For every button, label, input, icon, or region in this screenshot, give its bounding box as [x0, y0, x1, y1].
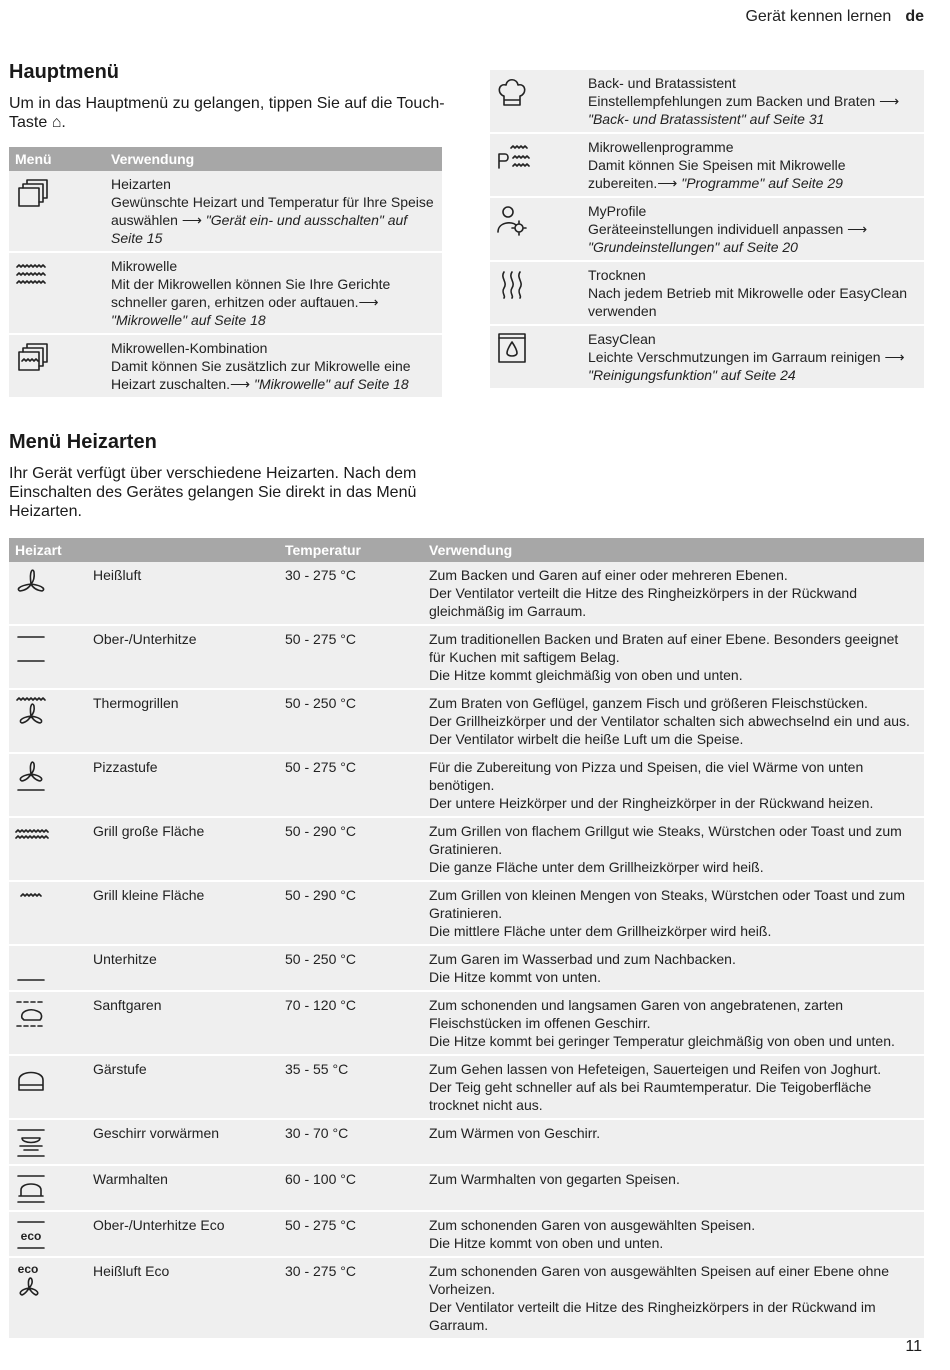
table-row [9, 1119, 924, 1165]
heating-type-name: Sanftgaren [87, 991, 279, 1055]
main-menu-table-right [490, 70, 924, 390]
usage-text: Zum Braten von Geflügel, ganzem Fisch und größeren Fleischstücken. [429, 695, 868, 711]
usage-text: Der Grillheizkörper und der Ventilator schalten sich abwechselnd ein und aus. Der Ventilator wirbelt die heiße Luft um die Speise. [429, 713, 910, 747]
microwave-combination-icon [13, 339, 49, 375]
usage-text: Zum Warmhalten von gegarten Speisen. [429, 1171, 680, 1187]
profile-gear-icon [494, 202, 530, 238]
bottom-heat-icon [13, 950, 49, 986]
usage-text: Zum traditionellen Backen und Braten auf einer Ebene. Besonders geeignet für Kuchen mit saftigem Belag. [429, 631, 899, 665]
menu-item-text: Damit können Sie zusätzlich zur Mikrowelle eine Heizart zuschalten.⟶ [111, 358, 411, 392]
col-menu: Menü [9, 147, 105, 171]
section-title: Gerät kennen lernen [745, 8, 892, 25]
menu-item-name: Mikrowelle [111, 258, 178, 274]
usage-text: Zum Garen im Wasserbad und zum Nachbacken. [429, 951, 736, 967]
heating-type-name: Geschirr vorwärmen [87, 1119, 279, 1165]
table-row [9, 625, 924, 689]
menu-row [490, 261, 924, 325]
col-use: Verwendung [105, 147, 442, 171]
table-row [9, 689, 924, 753]
page-reference: "Programme" auf Seite 29 [681, 175, 843, 191]
menu-item-text: Geräteeinstellungen individuell anpassen ⟶ [588, 221, 868, 237]
usage-text: Zum Gehen lassen von Hefeteigen, Sauerteigen und Reifen von Joghurt. [429, 1061, 882, 1077]
keep-warm-icon [13, 1170, 49, 1206]
fan-icon [13, 566, 49, 602]
grill-small-icon [13, 886, 49, 922]
menu-row [490, 325, 924, 389]
water-drop-icon [494, 330, 530, 366]
plate-warming-icon [13, 1124, 49, 1160]
menu-row [9, 252, 442, 334]
page-header [745, 8, 924, 26]
top-bottom-heat-eco-icon [13, 1216, 49, 1252]
language-code: de [905, 8, 924, 25]
menu-item-text: Einstellempfehlungen zum Backen und Braten ⟶ [588, 93, 900, 109]
heating-type-name: Pizzastufe [87, 753, 279, 817]
hauptmenue-intro: Um in das Hauptmenü zu gelangen, tippen Sie auf die Touch-Taste ⌂. [9, 95, 445, 131]
menu-item-name: Mikrowellen-Kombination [111, 340, 268, 356]
usage-text: Die Hitze kommt bei geringer Temperatur gleichmäßig von oben und unten. [429, 1033, 895, 1049]
table-row [9, 1257, 924, 1339]
dough-proving-icon [13, 1060, 49, 1096]
table-row [9, 1211, 924, 1257]
table-row [9, 881, 924, 945]
menu-item-text: Gewünschte Heizart und Temperatur für Ihre Speise auswählen ⟶ [111, 194, 434, 228]
slow-cook-icon [13, 996, 49, 1032]
chef-hat-icon [494, 74, 530, 110]
temperature-range: 50 - 275 °C [279, 753, 423, 817]
top-bottom-heat-icon [13, 630, 49, 666]
pizza-setting-icon [13, 758, 49, 794]
heating-type-name: Grill kleine Fläche [87, 881, 279, 945]
microwave-programs-icon [494, 138, 530, 174]
page-reference: "Grundeinstellungen" auf Seite 20 [588, 239, 798, 255]
grill-large-icon [13, 822, 49, 858]
usage-text: Zum schonenden Garen von ausgewählten Speisen auf einer Ebene ohne Vorheizen. [429, 1263, 889, 1297]
menu-row [490, 70, 924, 133]
microwave-icon [13, 257, 49, 293]
usage-text: Zum Grillen von kleinen Mengen von Steaks, Würstchen oder Toast und zum Gratinieren. [429, 887, 905, 921]
hauptmenue-title: Hauptmenü [9, 61, 119, 83]
usage-text: Für die Zubereitung von Pizza und Speisen, die viel Wärme von unten benötigen. [429, 759, 864, 793]
table-row [9, 562, 924, 625]
temperature-range: 70 - 120 °C [279, 991, 423, 1055]
temperature-range: 35 - 55 °C [279, 1055, 423, 1119]
menu-item-name: Back- und Bratassistent [588, 75, 736, 91]
usage-text: Die Hitze kommt von unten. [429, 969, 601, 985]
usage-text: Die ganze Fläche unter dem Grillheizkörper wird heiß. [429, 859, 764, 875]
usage-text: Die mittlere Fläche unter dem Grillheizkörper wird heiß. [429, 923, 772, 939]
menu-item-text: Nach jedem Betrieb mit Mikrowelle oder EasyClean verwenden [588, 285, 908, 319]
page-reference: "Mikrowelle" auf Seite 18 [111, 312, 266, 328]
heizarten-intro: Ihr Gerät verfügt über verschiedene Heizarten. Nach dem Einschalten des Gerätes gelangen Sie direkt in das Menü Heizarten. [9, 465, 417, 520]
menu-row [490, 133, 924, 197]
temperature-range: 60 - 100 °C [279, 1165, 423, 1211]
col-heizart: Heizart [9, 538, 279, 562]
temperature-range: 50 - 290 °C [279, 881, 423, 945]
heating-type-name: Thermogrillen [87, 689, 279, 753]
temperature-range: 30 - 70 °C [279, 1119, 423, 1165]
table-row [9, 945, 924, 991]
heating-type-name: Warmhalten [87, 1165, 279, 1211]
table-row [9, 817, 924, 881]
drying-steam-icon [494, 266, 530, 302]
main-menu-table-left [9, 147, 442, 399]
menu-item-name: Heizarten [111, 176, 171, 192]
menu-item-name: Trocknen [588, 267, 646, 283]
page-reference: "Back- und Bratassistent" auf Seite 31 [588, 111, 825, 127]
usage-text: Der untere Heizkörper und der Ringheizkörper in der Rückwand heizen. [429, 795, 874, 811]
usage-text: Zum schonenden und langsamen Garen von angebratenen, zarten Fleischstücken im offenen Geschirr. [429, 997, 844, 1031]
page-number: 11 [905, 1338, 922, 1355]
table-row [9, 1165, 924, 1211]
heating-type-name: Unterhitze [87, 945, 279, 991]
temperature-range: 50 - 275 °C [279, 1211, 423, 1257]
usage-text: Zum Wärmen von Geschirr. [429, 1125, 601, 1141]
usage-text: Zum schonenden Garen von ausgewählten Speisen. [429, 1217, 756, 1233]
page-reference: "Mikrowelle" auf Seite 18 [254, 376, 409, 392]
heating-type-name: Heißluft Eco [87, 1257, 279, 1339]
heating-type-name: Ober-/Unterhitze Eco [87, 1211, 279, 1257]
menu-row [490, 197, 924, 261]
usage-text: Der Ventilator verteilt die Hitze des Ringheizkörpers in der Rückwand gleichmäßig im Garraum. [429, 585, 857, 619]
menu-item-name: Mikrowellenprogramme [588, 139, 734, 155]
temperature-range: 50 - 250 °C [279, 945, 423, 991]
heizarten-title: Menü Heizarten [9, 431, 157, 453]
svg-text:eco: eco [17, 1262, 39, 1276]
menu-item-name: MyProfile [588, 203, 647, 219]
heating-type-name: Grill große Fläche [87, 817, 279, 881]
usage-text: Der Teig geht schneller auf als bei Raumtemperatur. Die Teigoberfläche trocknet nicht aus. [429, 1079, 872, 1113]
fan-eco-icon [13, 1262, 49, 1298]
menu-item-name: EasyClean [588, 331, 656, 347]
col-verwendung: Verwendung [423, 538, 924, 562]
temperature-range: 30 - 275 °C [279, 1257, 423, 1339]
thermogrill-icon [13, 694, 49, 730]
heating-type-name: Heißluft [87, 562, 279, 625]
temperature-range: 50 - 275 °C [279, 625, 423, 689]
menu-row [9, 171, 442, 252]
table-row [9, 753, 924, 817]
page-reference: "Reinigungsfunktion" auf Seite 24 [588, 367, 796, 383]
usage-text: Die Hitze kommt gleichmäßig von oben und unten. [429, 667, 743, 683]
table-row [9, 991, 924, 1055]
temperature-range: 50 - 250 °C [279, 689, 423, 753]
menu-row [9, 334, 442, 398]
page-reference: "Gerät ein- und ausschalten" auf Seite 15 [111, 212, 408, 246]
heizarten-icon [13, 175, 49, 211]
heating-type-name: Ober-/Unterhitze [87, 625, 279, 689]
heating-types-table [9, 538, 924, 1340]
table-row [9, 1055, 924, 1119]
usage-text: Die Hitze kommt von oben und unten. [429, 1235, 664, 1251]
menu-item-text: Damit können Sie Speisen mit Mikrowelle zubereiten.⟶ [588, 157, 846, 191]
temperature-range: 30 - 275 °C [279, 562, 423, 625]
col-temperatur: Temperatur [279, 538, 423, 562]
heating-type-name: Gärstufe [87, 1055, 279, 1119]
usage-text: Der Ventilator verteilt die Hitze des Ringheizkörpers in der Rückwand im Garraum. [429, 1299, 876, 1333]
menu-item-text: Leichte Verschmutzungen im Garraum reinigen ⟶ [588, 349, 905, 365]
usage-text: Zum Backen und Garen auf einer oder mehreren Ebenen. [429, 567, 788, 583]
temperature-range: 50 - 290 °C [279, 817, 423, 881]
usage-text: Zum Grillen von flachem Grillgut wie Steaks, Würstchen oder Toast und zum Gratinieren. [429, 823, 902, 857]
menu-item-text: Mit der Mikrowellen können Sie Ihre Gerichte schneller garen, erhitzen oder auftauen.⟶ [111, 276, 391, 310]
svg-text:eco: eco [20, 1229, 42, 1243]
